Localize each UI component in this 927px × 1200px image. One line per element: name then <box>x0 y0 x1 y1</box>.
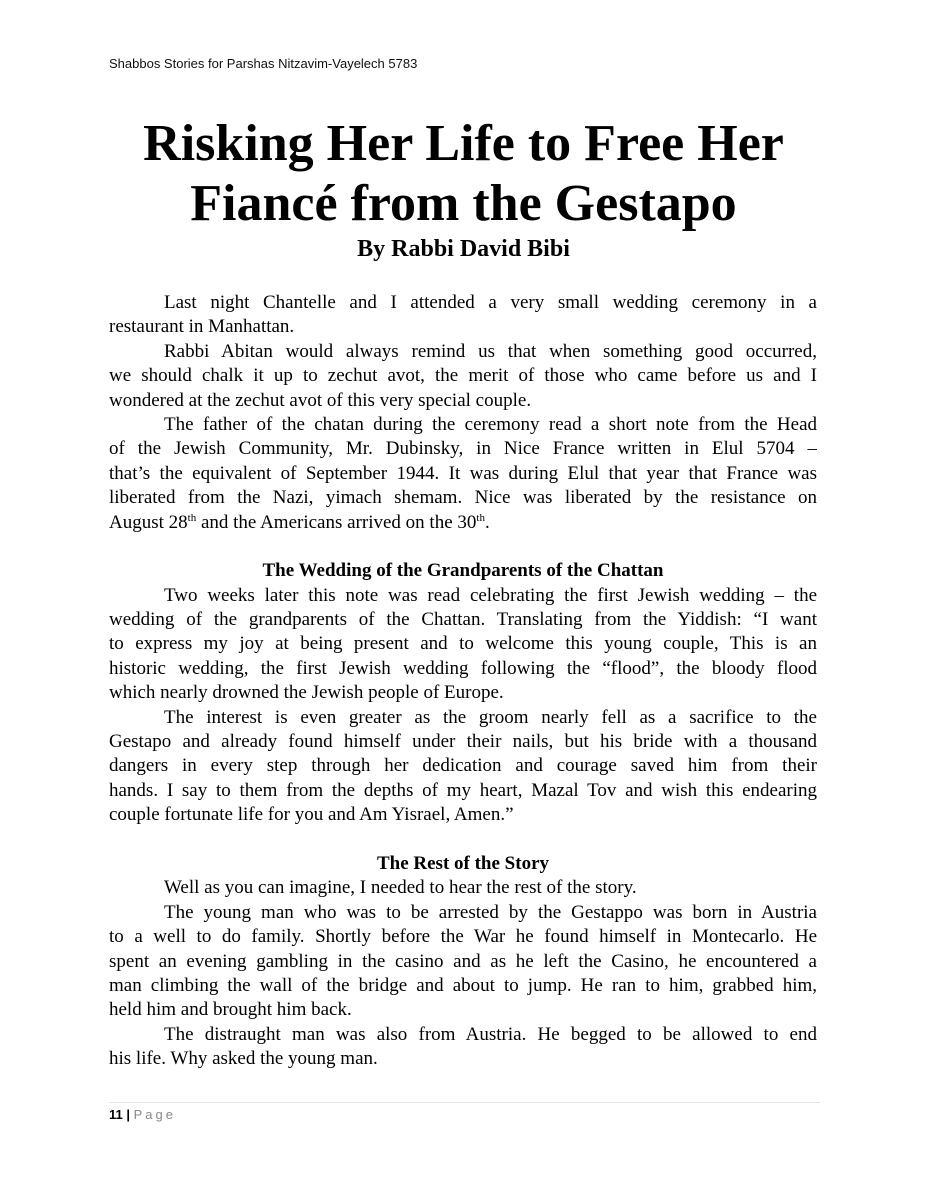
byline: By Rabbi David Bibi <box>357 236 570 262</box>
footer-separator: | <box>126 1107 131 1122</box>
section-heading: The Wedding of the Grandparents of the Chattan <box>262 560 664 582</box>
title-line: Fiancé from the Gestapo <box>190 175 737 232</box>
text-line: dangers in every step through her dedication and courage saved him from their <box>109 755 817 777</box>
text-segment: . <box>484 511 490 533</box>
text-line: that’s the equivalent of September 1944. It was during Elul that year that France was <box>109 462 817 484</box>
text-line: wedding of the grandparents of the Chattan. Translating from the Yiddish: “I want <box>109 609 817 631</box>
text-line: Last night Chantelle and I attended a very small wedding ceremony in a <box>164 292 817 313</box>
page-label: Page <box>133 1107 177 1122</box>
text-line: Rabbi Abitan would always remind us that when something good occurred, <box>164 340 817 362</box>
text-line: spent an evening gambling in the casino and as he left the Casino, he encountered a <box>109 950 817 972</box>
text-line: wondered at the zechut avot of this very special couple. <box>109 389 532 411</box>
text-segment: August 28 <box>109 511 188 533</box>
text-segment: and the Americans arrived on the 30 <box>196 511 477 533</box>
text-line: The interest is even greater as the groom nearly fell as a sacrifice to the <box>164 706 817 728</box>
text-line: liberated from the Nazi, yimach shemam. Nice was liberated by the resistance on <box>109 487 817 509</box>
text-line: The father of the chatan during the ceremony read a short note from the Head <box>164 413 817 435</box>
text-line: to a well to do family. Shortly before the War he found himself in Montecarlo. He <box>109 926 817 948</box>
text-line: we should chalk it up to zechut avot, the merit of those who came before us and I <box>109 365 817 387</box>
article-title <box>0 114 927 234</box>
blank-line <box>109 828 817 852</box>
text-line: Gestapo and already found himself under their nails, but his bride with a thousand <box>109 731 817 753</box>
superscript: th <box>187 511 197 524</box>
blank-line <box>109 535 817 559</box>
article-body <box>109 291 817 1072</box>
superscript: th <box>476 511 485 524</box>
page-footer <box>109 1107 176 1122</box>
text-line: couple fortunate life for you and Am Yisrael, Amen.” <box>109 804 514 826</box>
running-header: Shabbos Stories for Parshas Nitzavim-Vayelech 5783 <box>109 56 418 71</box>
text-line: Well as you can imagine, I needed to hear the rest of the story. <box>164 877 637 899</box>
footer-divider <box>109 1102 820 1103</box>
text-line: restaurant in Manhattan. <box>109 316 295 338</box>
text-line: The distraught man was also from Austria. He begged to be allowed to end <box>164 1023 817 1045</box>
text-line: which nearly drowned the Jewish people of Europe. <box>109 682 504 704</box>
text-line: hands. I say to them from the depths of my heart, Mazal Tov and wish this endearing <box>109 779 817 801</box>
page-number: 11 <box>109 1107 123 1122</box>
text-line: Two weeks later this note was read celebrating the first Jewish wedding – the <box>164 584 817 606</box>
text-line: of the Jewish Community, Mr. Dubinsky, in Nice France written in Elul 5704 – <box>109 438 817 460</box>
text-line: to express my joy at being present and to welcome this young couple, This is an <box>109 633 817 655</box>
text-line: historic wedding, the first Jewish wedding following the “flood”, the bloody flood <box>109 657 817 679</box>
text-line: his life. Why asked the young man. <box>109 1048 378 1070</box>
text-line: The young man who was to be arrested by the Gestappo was born in Austria <box>164 901 817 923</box>
text-line <box>109 511 817 535</box>
title-line: Risking Her Life to Free Her <box>143 115 784 172</box>
text-line: man climbing the wall of the bridge and about to jump. He ran to him, grabbed him, <box>109 974 817 996</box>
text-line: held him and brought him back. <box>109 999 352 1021</box>
section-heading: The Rest of the Story <box>376 852 550 874</box>
